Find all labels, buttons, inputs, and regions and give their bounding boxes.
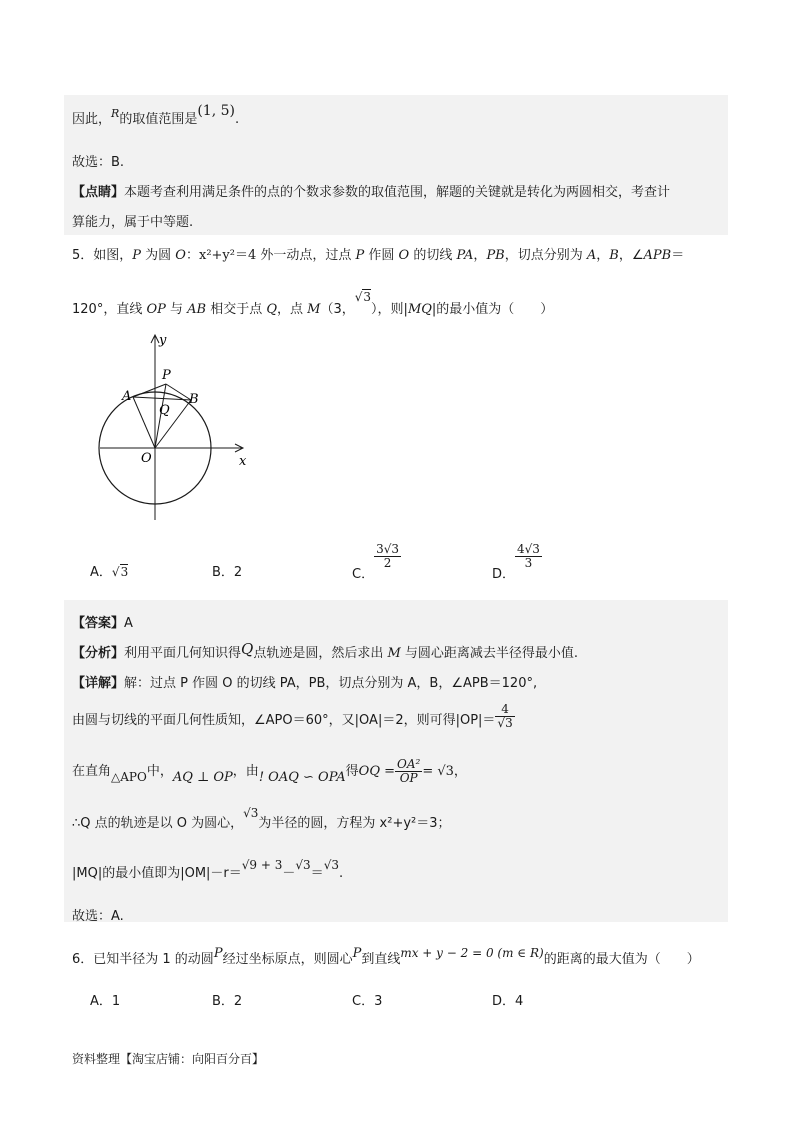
q5-option-a[interactable]: A．√3 bbox=[90, 565, 129, 580]
analysis-line: 【分析】利用平面几何知识得Q点轨迹是圆，然后求出 M 与圆心距离减去半径得最小值. bbox=[72, 640, 579, 661]
q6-option-c[interactable]: C．3 bbox=[352, 994, 383, 1009]
circle-tangent-figure bbox=[95, 330, 265, 530]
q5-option-c[interactable]: C． $\frac{3√3}{2}$ bbox=[352, 542, 399, 582]
q5-option-b[interactable]: B．2 bbox=[212, 565, 243, 580]
comment-line-1: 【点睛】本题考查利用满足条件的点的个数求参数的取值范围，解题的关键就是转化为两圆相交，考查计 bbox=[72, 185, 671, 200]
label-B: B bbox=[189, 392, 199, 407]
comment-line-2: 算能力，属于中等题. bbox=[72, 215, 194, 230]
detail-line-5: |MQ|的最小值即为|OM|－r＝√9 + 3－√3＝√3. bbox=[72, 858, 344, 881]
choice-b: 故选：B. bbox=[72, 155, 125, 170]
label-O: O bbox=[141, 451, 152, 466]
label-P: P bbox=[162, 368, 171, 383]
detail-line-3: 在直角△APO中，AQ ⊥ OP，由! OAQ ∽ OPA得OQ = $\frac{\text{OA²}}{OP}$ = √3， bbox=[72, 757, 467, 785]
detail-line-2: 由圆与切线的平面几何性质知，∠APO＝60°，又|OA|＝2，则可得|OP|＝ $\frac{4}{√3}$ bbox=[72, 702, 513, 730]
q5-option-d[interactable]: D． $\frac{4√3}{3}$ bbox=[492, 542, 540, 582]
y-axis-label: y bbox=[159, 333, 167, 348]
q6-option-b[interactable]: B．2 bbox=[212, 994, 243, 1009]
detail-line-4: ∴Q 点的轨迹是以 O 为圆心，√3为半径的圆，方程为 x²+y²＝3； bbox=[72, 806, 451, 831]
answer-line: 【答案】A bbox=[72, 616, 133, 631]
sqrt-3: √3 bbox=[354, 290, 372, 304]
q6-option-a[interactable]: A．1 bbox=[90, 994, 121, 1009]
q6-option-d[interactable]: D．4 bbox=[492, 994, 524, 1009]
choice-a: 故选：A. bbox=[72, 909, 124, 924]
q6-line: 6．已知半径为 1 的动圆P经过坐标原点，则圆心P到直线mx + y − 2 = 0 (m ∈ R)的距离的最大值为（ ） bbox=[72, 946, 700, 967]
q5-line-1: 5．如图，P 为圆 O：x²+y²＝4 外一动点，过点 P 作圆 O 的切线 PA，PB，切点分别为 A，B，∠APB＝ bbox=[72, 248, 685, 263]
label-A: A bbox=[122, 389, 132, 404]
q5-line-2: 120°，直线 OP 与 AB 相交于点 Q，点 M（3，√3），则|MQ|的最小值为（ ） bbox=[72, 290, 554, 317]
label-Q: Q bbox=[159, 403, 170, 418]
range-line: 因此，$^R$的取值范围是(1, 5). bbox=[72, 103, 240, 127]
detail-line-1: 【详解】解：过点 P 作圆 O 的切线 PA，PB，切点分别为 A，B，∠APB＝120°, bbox=[72, 676, 538, 691]
footer-note: 资料整理【淘宝店铺：向阳百分百】 bbox=[72, 1052, 265, 1066]
x-axis-label: x bbox=[239, 454, 247, 469]
